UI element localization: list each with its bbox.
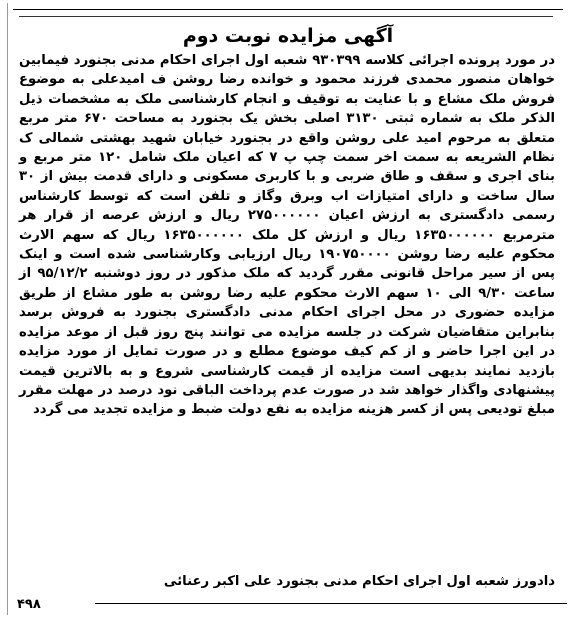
notice-body-text: در مورد پرونده اجرائی کلاسه ۹۳۰۳۹۹ شعبه اول اجرای احکام مدنی بجنورد فیمابین خواهان منصور محمدی فرزند محمود و خوانده رضا روشن ف امیدعلی به موضوع فروش ملک مشاع و با عنایت به توقیف و انجام کارشناسی ملک به مشخصات ذیل الذکر ملک به شماره ثبتی ۳۱۳۰ اصلی بخش یک بجنورد به مساحت ۶۷۰ متر مربع متعلق به مرحوم امید علی روشن واقع در بجنورد خیابان شهید بهشتی شمالی ک نظام الشریعه به سمت اخر سمت چپ پ ۷ که اعیان ملک شامل ۱۲۰ متر مربع و بنای اجری و سقف و طاق ضربی و با کاربری مسکونی و دارای قدمت بیش از ۳۰ سال ساخت و دارای امتیازات اب وبرق وگاز و تلفن است که توسط کارشناس رسمی دادگستری به ارزش اعیان ۲۷۵۰۰۰۰۰۰ ریال و ارزش عرصه از قرار هر مترمربع ۱۶۳۵۰۰۰۰۰۰ ریال و ارزش کل ملک ۱۶۳۵۰۰۰۰۰۰ ریال که سهم الارث محکوم علیه رضا روشن ۱۹۰۷۵۰۰۰۰ ریال ارزیابی وکارشناسی شده است و اینک پس از سیر مراحل قانونی مقرر گردید که ملک مذکور در روز دوشنبه ۹۵/۱۲/۲ از ساعت ۹/۳۰ الی ۱۰ سهم الارث محکوم علیه رضا روشن به طور مشاع از طریق مزایده حضوری در محل اجرای احکام مدنی دادگستری بجنورد به فروش برسد بنابراین متقاضیان شرکت در جلسه مزایده می توانند پنج روز قبل از موعد مزایده در این اجرا حاضر و از کم کیف موضوع مطلع و در صورت تمایل از مورد مزایده بازدید نمایند بدیهی است مزایده از قیمت کارشناسی شروع و به بالاترین قیمت پیشنهادی واگذار خواهد شد در صورت عدم پرداخت الباقی نود درصد در مهلت مقرر مبلغ تودیعی پس از کسر هزینه مزایده به نفع دولت ضبط و مزایده تجدید می گردد — [19, 53, 556, 418]
bottom-rule — [95, 603, 567, 604]
top-border — [13, 9, 563, 10]
top-rule — [19, 16, 553, 17]
notice-frame — [5, 3, 571, 615]
notice-title: آگهی مزایده نوبت دوم — [182, 25, 394, 47]
notice-signature: دادورز شعبه اول اجرای احکام مدنی بجنورد علی اکبر رعنائی — [163, 574, 555, 589]
page-edge — [7, 3, 8, 615]
notice-code: ۴۹۸ — [13, 597, 45, 612]
notice-body — [19, 51, 555, 420]
